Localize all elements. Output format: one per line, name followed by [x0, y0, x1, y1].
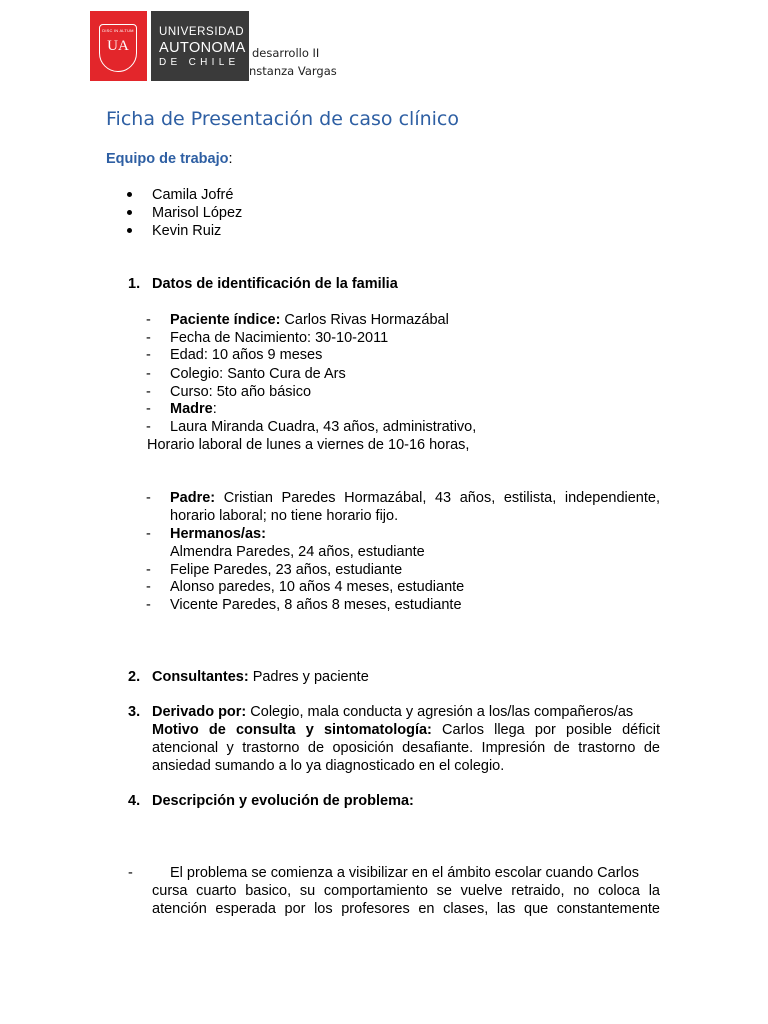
consultants-value: Padres y paciente: [248, 669, 369, 685]
problem-line-3: atención esperada por los profesores en clases, las que constantemente: [152, 901, 660, 917]
mother-heading: [170, 401, 217, 418]
father-paragraph: [170, 489, 660, 525]
problem-line-1: El problema se comienza a visibilizar en el ámbito escolar cuando Carlos: [170, 865, 640, 881]
referred-value: Colegio, mala conducta y agresión a los/las compañeros/as: [246, 704, 634, 720]
age-item: Edad: 10 años 9 meses: [170, 347, 323, 363]
logo-line-1: UNIVERSIDAD: [159, 26, 245, 38]
header-course: desarrollo II: [252, 46, 320, 60]
list-dash: -: [146, 312, 151, 328]
list-dash: -: [146, 579, 151, 595]
referred-label: Derivado por:: [152, 704, 247, 720]
consultants-label: Consultantes:: [152, 669, 249, 685]
patient-label: Paciente índice:: [170, 312, 281, 328]
reason-paragraph: [152, 721, 660, 775]
shield-icon: [99, 24, 137, 72]
logo-motto: DISC IN ALTUM: [102, 28, 134, 33]
section-3-number: 3.: [128, 704, 141, 720]
patient-value: Carlos Rivas Hormazábal: [280, 312, 449, 328]
father-text: Cristian Paredes Hormazábal, 43 años, estilista, independiente, horario laboral; no tiene horario fijo.: [170, 490, 660, 524]
section-1-heading: Datos de identificación de la familia: [152, 276, 398, 292]
list-dash: -: [146, 526, 151, 542]
section-1-number: 1.: [128, 276, 141, 292]
section-2-number: 2.: [128, 669, 141, 685]
mother-detail: Laura Miranda Cuadra, 43 años, administrativo,: [170, 419, 477, 435]
section-3-line: [152, 704, 633, 721]
logo-line-3: DE CHILE: [159, 57, 240, 68]
reason-label: Motivo de consulta y sintomatología:: [152, 722, 432, 738]
list-dash: -: [146, 330, 151, 346]
page-title: Ficha de Presentación de caso clínico: [106, 108, 459, 130]
bullet-icon: [127, 210, 132, 215]
logo-line-2: AUTONOMA: [159, 40, 246, 56]
mother-label: Madre: [170, 401, 213, 417]
sibling-item: Vicente Paredes, 8 años 8 meses, estudiante: [170, 597, 462, 613]
team-heading: [106, 151, 232, 167]
siblings-label: Hermanos/as:: [170, 526, 266, 542]
section-2-line: [152, 669, 369, 686]
header-teacher: nstanza Vargas: [249, 64, 337, 78]
team-member: Kevin Ruiz: [152, 223, 222, 239]
father-label: Padre:: [170, 490, 216, 506]
list-dash: -: [146, 562, 151, 578]
logo-initials: UA: [107, 38, 129, 54]
mother-schedule: Horario laboral de lunes a viernes de 10-16 horas,: [147, 437, 470, 453]
team-colon: :: [228, 151, 233, 167]
problem-line-2: cursa cuarto basico, su comportamiento se vuelve retraido, no coloca la: [152, 883, 660, 899]
bullet-icon: [127, 192, 132, 197]
reason-text: Carlos llega por posible déficit atencional y trastorno de oposición desafiante. Impresión de trastorno de ansiedad sumando a lo ya diagnosticado en el colegio.: [152, 722, 660, 774]
team-member: Camila Jofré: [152, 187, 234, 203]
patient-line: [170, 312, 449, 329]
team-member: Marisol López: [152, 205, 243, 221]
list-dash: -: [146, 490, 151, 506]
grade-item: Curso: 5to año básico: [170, 384, 312, 400]
section-4-number: 4.: [128, 793, 141, 809]
birthdate-item: Fecha de Nacimiento: 30-10-2011: [170, 330, 389, 346]
school-item: Colegio: Santo Cura de Ars: [170, 366, 346, 382]
team-label: Equipo de trabajo: [106, 151, 229, 167]
sibling-item: Felipe Paredes, 23 años, estudiante: [170, 562, 403, 578]
list-dash: -: [146, 597, 151, 613]
section-4-heading: Descripción y evolución de problema:: [152, 793, 414, 809]
list-dash: -: [146, 401, 151, 417]
sibling-item: Almendra Paredes, 24 años, estudiante: [170, 544, 425, 560]
list-dash: -: [146, 366, 151, 382]
mother-colon: :: [212, 401, 217, 417]
list-dash: -: [146, 347, 151, 363]
list-dash: -: [128, 865, 133, 881]
list-dash: -: [146, 384, 151, 400]
university-logo-emblem: [90, 11, 147, 81]
list-dash: -: [146, 419, 151, 435]
sibling-item: Alonso paredes, 10 años 4 meses, estudiante: [170, 579, 465, 595]
university-logo-wordmark: [151, 11, 249, 81]
bullet-icon: [127, 228, 132, 233]
